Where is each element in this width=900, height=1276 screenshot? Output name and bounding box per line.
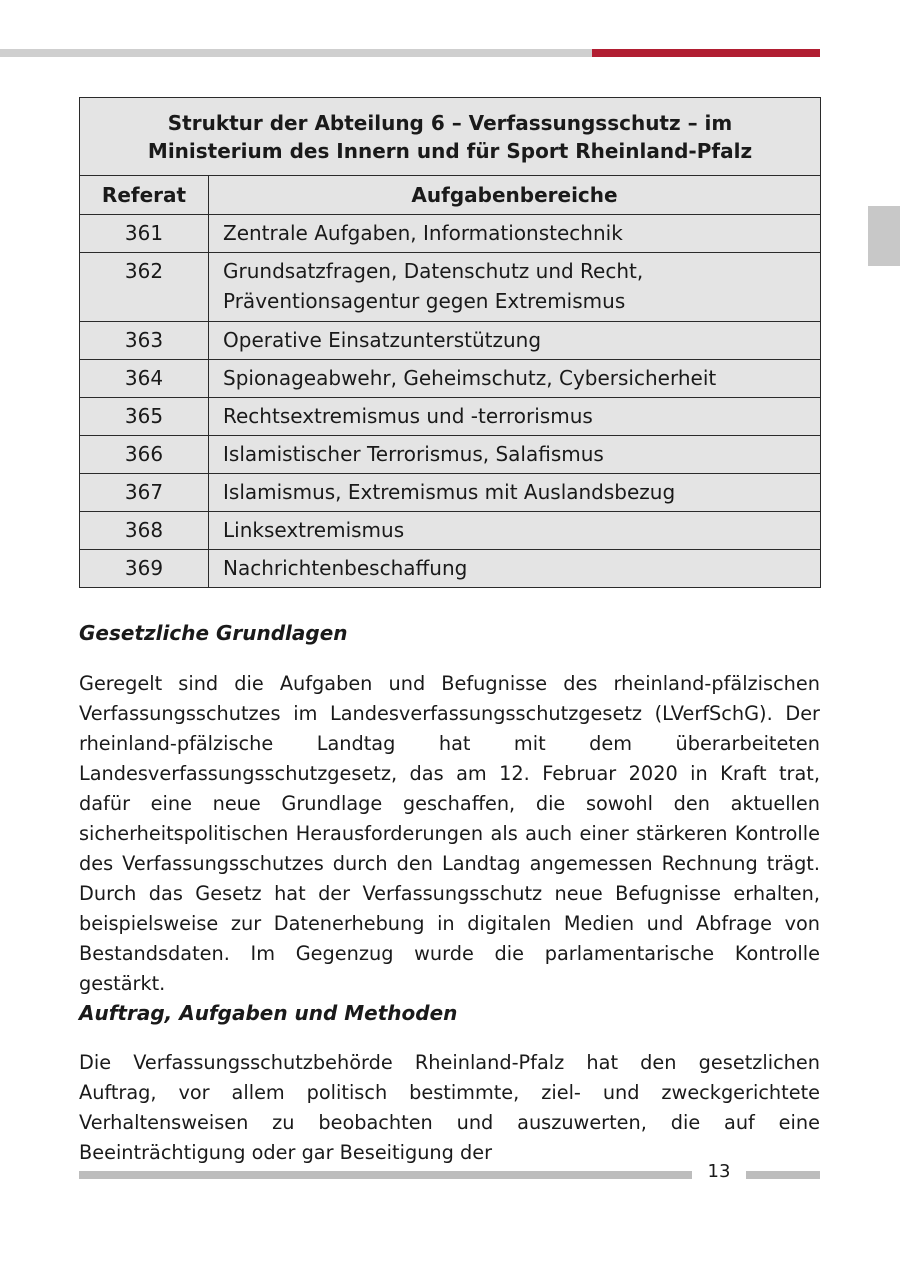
referat-number: 363	[80, 322, 209, 360]
aufgaben-text: Linksextremismus	[209, 512, 821, 550]
referat-number: 368	[80, 512, 209, 550]
table-row	[80, 398, 821, 436]
section-heading-gesetzliche-grundlagen: Gesetzliche Grundlagen	[79, 621, 348, 645]
table-title-line-1: Struktur der Abteilung 6 – Verfassungsschutz – im	[167, 110, 733, 135]
aufgaben-text: Nachrichtenbeschaffung	[209, 550, 821, 588]
footer-rule-left	[79, 1171, 692, 1179]
table-row	[80, 436, 821, 474]
referat-number: 361	[80, 215, 209, 253]
table-title	[80, 98, 821, 176]
table-row	[80, 253, 821, 322]
table-row	[80, 322, 821, 360]
column-header-referat: Referat	[80, 176, 209, 215]
aufgaben-text: Grundsatzfragen, Datenschutz und Recht, Präventionsagentur gegen Extremismus	[209, 253, 821, 322]
aufgaben-text: Rechtsextremismus und -terrorismus	[209, 398, 821, 436]
page-number: 13	[707, 1161, 731, 1182]
section-heading-auftrag: Auftrag, Aufgaben und Methoden	[79, 1001, 458, 1025]
table-row	[80, 550, 821, 588]
aufgaben-text: Zentrale Aufgaben, Informationstechnik	[209, 215, 821, 253]
section-body-auftrag: Die Verfassungsschutzbehörde Rheinland-Pfalz hat den gesetzlichen Auftrag, vor allem politisch bestimmte, ziel- und zweckgerichtete Verhaltensweisen zu beobachten und auszuwerten, die auf eine Beeinträchtigung oder gar Beseitigung der	[79, 1051, 820, 1164]
referat-number: 367	[80, 474, 209, 512]
table-row	[80, 512, 821, 550]
referat-number: 369	[80, 550, 209, 588]
chapter-side-tab	[868, 206, 900, 266]
table-row	[80, 360, 821, 398]
header-rule-accent	[592, 49, 820, 57]
aufgaben-text: Islamistischer Terrorismus, Salafismus	[209, 436, 821, 474]
referat-number: 365	[80, 398, 209, 436]
referat-number: 364	[80, 360, 209, 398]
footer-rule-right	[746, 1171, 820, 1179]
table-title-line-2: Ministerium des Innern und für Sport Rheinland-Pfalz	[147, 138, 753, 163]
header-rule-gray	[0, 49, 592, 57]
referat-number: 362	[80, 253, 209, 322]
table-row	[80, 474, 821, 512]
structure-table	[79, 97, 821, 588]
aufgaben-text: Islamismus, Extremismus mit Auslandsbezug	[209, 474, 821, 512]
aufgaben-text: Operative Einsatzunterstützung	[209, 322, 821, 360]
aufgaben-text: Spionageabwehr, Geheimschutz, Cybersicherheit	[209, 360, 821, 398]
table-row	[80, 215, 821, 253]
column-header-aufgabenbereiche: Aufgabenbereiche	[209, 176, 821, 215]
section-body-gesetzliche-grundlagen: Geregelt sind die Aufgaben und Befugnisse des rheinland-pfälzischen Verfassungsschutzes im Landesverfassungsschutzgesetz (LVerfSchG). Der rheinland-pfälzische Landtag hat mit dem überarbeiteten Landesverfassungsschutzgesetz, das am 12. Februar 2020 in Kraft trat, dafür eine neue Grundlage geschaffen, die sowohl den aktuellen sicherheitspolitischen Herausforderungen als auch einer stärkeren Kontrolle des Verfassungsschutzes durch den Landtag angemessen Rechnung trägt. Durch das Gesetz hat der Verfassungsschutz neue Befugnisse erhalten, beispielsweise zur Datenerhebung in digitalen Medien und Abfrage von Bestandsdaten. Im Gegenzug wurde die parlamentarische Kontrolle gestärkt.	[79, 672, 820, 995]
referat-number: 366	[80, 436, 209, 474]
